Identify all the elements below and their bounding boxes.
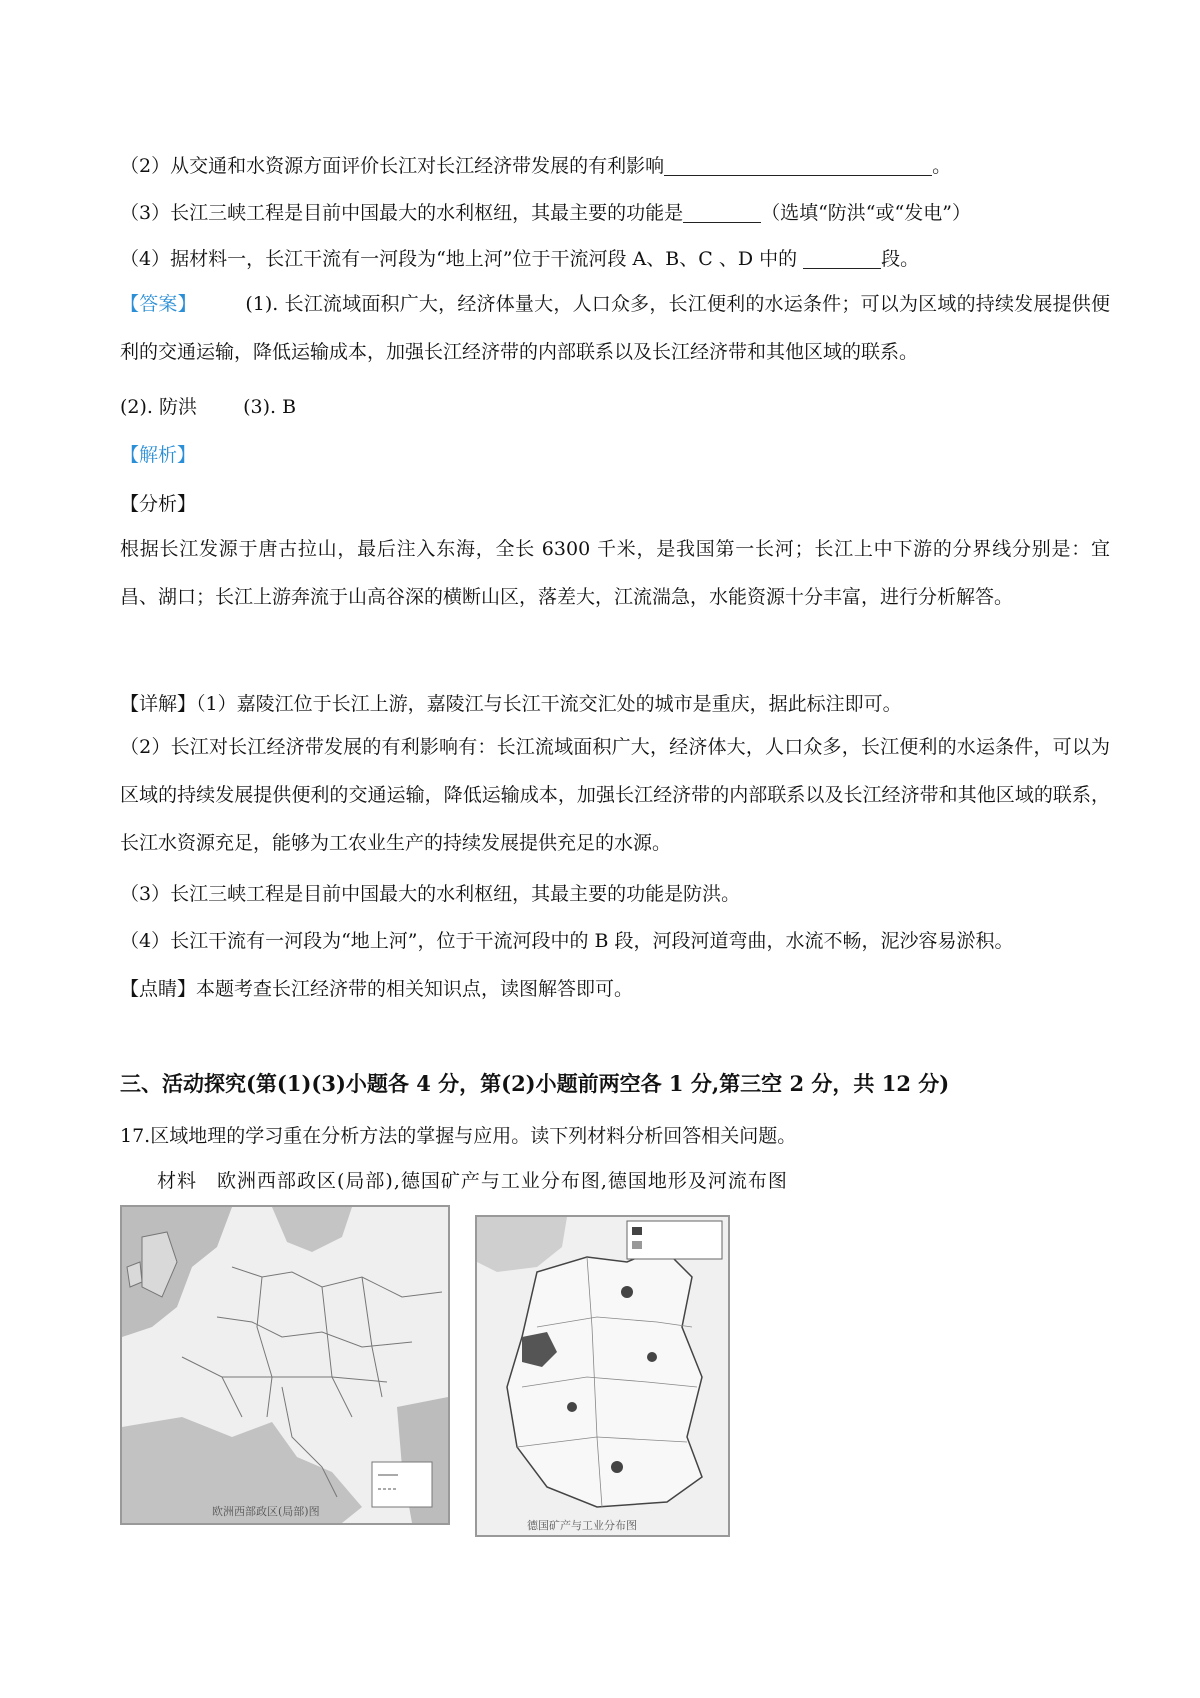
question-3-line bbox=[120, 199, 971, 227]
map1-caption: 欧洲西部政区(局部)图 bbox=[212, 1505, 320, 1518]
answer-parts-2-3 bbox=[120, 393, 296, 421]
europe-map-drawing bbox=[122, 1207, 448, 1523]
detail-4: （4）长江干流有一河段为“地上河”，位于干流河段中的 B 段，河段河道弯曲，水流不畅，泥沙容易淤积。 bbox=[120, 930, 1014, 952]
question-4-line bbox=[120, 245, 919, 273]
question-2-line bbox=[120, 152, 951, 180]
question-17: 17.区域地理的学习重在分析方法的掌握与应用。读下列材料分析回答相关问题。 bbox=[120, 1125, 797, 1147]
answer-blank-q4 bbox=[803, 246, 881, 269]
answer-tag: 【答案】 bbox=[120, 293, 197, 315]
fenxi-tag: 【分析】 bbox=[120, 493, 197, 515]
question-3-text: （3）长江三峡工程是目前中国最大的水利枢纽，其最主要的功能是 bbox=[120, 202, 684, 224]
map2-caption: 德国矿产与工业分布图 bbox=[527, 1519, 637, 1532]
germany-industry-map bbox=[475, 1215, 730, 1537]
answer-blank-q3 bbox=[683, 200, 761, 223]
material-caption: 材料 欧洲西部政区(局部),德国矿产与工业分布图,德国地形及河流布图 bbox=[157, 1170, 788, 1192]
question-2-text: （2）从交通和水资源方面评价长江对长江经济带发展的有利影响 bbox=[120, 155, 665, 177]
detail-3: （3）长江三峡工程是目前中国最大的水利枢纽，其最主要的功能是防洪。 bbox=[120, 883, 741, 905]
europe-political-map bbox=[120, 1205, 450, 1525]
answer-block bbox=[120, 280, 1110, 376]
germany-map-drawing bbox=[477, 1217, 728, 1535]
question-2-end: 。 bbox=[932, 155, 952, 177]
answer-part-3: (3). B bbox=[243, 396, 297, 418]
answer-blank-q2 bbox=[664, 153, 932, 176]
dianjing-note: 【点睛】本题考查长江经济带的相关知识点，读图解答即可。 bbox=[120, 978, 634, 1000]
question-3-end: （选填“防洪“或“发电”） bbox=[761, 202, 971, 224]
question-4-end: 段。 bbox=[881, 248, 920, 270]
answer-part-1: (1). 长江流域面积广大，经济体量大，人口众多，长江便利的水运条件；可以为区域的持续发展提供便利的交通运输，降低运输成本，加强长江经济带的内部联系以及长江经济带和其他区域的联系。 bbox=[120, 293, 1110, 363]
analysis-tag: 【解析】 bbox=[120, 444, 197, 466]
detail-2: （2）长江对长江经济带发展的有利影响有：长江流域面积广大，经济体大，人口众多，长江便利的水运条件，可以为区域的持续发展提供便利的交通运输，降低运输成本，加强长江经济带的内部联系以及长江经济带和其他区域的联系，长江水资源充足，能够为工农业生产的持续发展提供充足的水源。 bbox=[120, 736, 1110, 854]
section-3-title: 三、活动探究(第(1)(3)小题各 4 分，第(2)小题前两空各 1 分,第三空 2 分，共 12 分) bbox=[120, 1071, 950, 1096]
fenxi-text: 根据长江发源于唐古拉山，最后注入东海，全长 6300 千米，是我国第一长河；长江上中下游的分界线分别是：宜昌、湖口；长江上游奔流于山高谷深的横断山区，落差大，江流湍急，水能资源十分丰富，进行分析解答。 bbox=[120, 538, 1110, 608]
question-4-text: （4）据材料一，长江干流有一河段为“地上河”位于干流河段 A、B、C 、D 中的 bbox=[120, 248, 804, 270]
detail-1: 【详解】（1）嘉陵江位于长江上游，嘉陵江与长江干流交汇处的城市是重庆，据此标注即可。 bbox=[120, 693, 902, 715]
answer-part-2: (2). 防洪 bbox=[120, 396, 197, 418]
